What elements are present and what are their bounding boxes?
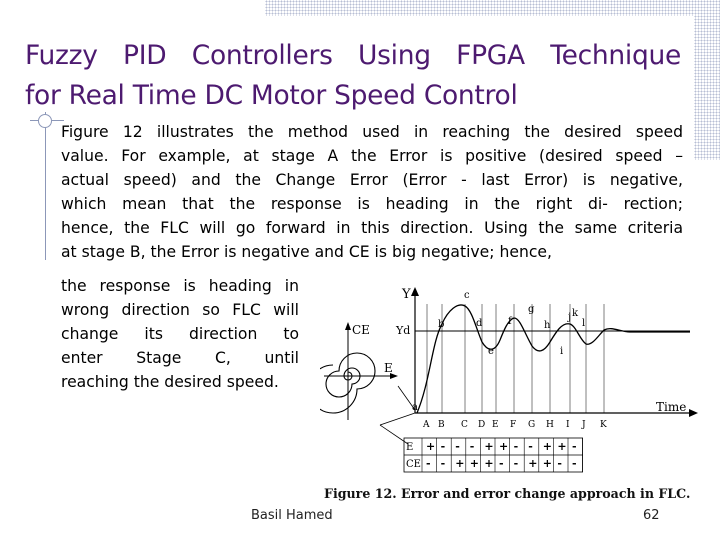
body2-line: reaching the desired speed.: [61, 373, 279, 391]
sign-cell: -: [455, 440, 460, 453]
body-paragraph: [61, 120, 683, 264]
corner-dot-pattern: [265, 0, 720, 16]
sign-cell: +: [542, 457, 553, 470]
sign-cell: -: [557, 457, 562, 470]
body-line: at stage B, the Error is negative and CE is big negative; hence,: [61, 243, 552, 261]
sign-cell: +: [484, 457, 494, 470]
setpoint-label: Yd: [396, 324, 411, 337]
sign-cell: +: [455, 457, 465, 470]
page-number: 62: [643, 508, 660, 523]
curve-point-label: i: [560, 346, 564, 357]
curve-point-label: a: [412, 402, 418, 413]
sign-cell: -: [513, 440, 519, 453]
curve-point-label: f: [508, 316, 512, 327]
sign-cell: +: [557, 440, 567, 453]
title-line-2: for Real Time DC Motor Speed Control: [25, 80, 518, 111]
curve-point-label: k: [572, 308, 579, 319]
sign-cell: -: [528, 440, 533, 453]
curve-point-label: l: [582, 318, 586, 329]
curve-point-label: c: [464, 290, 470, 301]
stage-label: C: [461, 420, 468, 430]
curve-point-label: h: [544, 320, 551, 331]
corner-dot-pattern-right: [694, 0, 720, 160]
sign-cell: +: [484, 440, 494, 453]
time-axis-arrow: [689, 409, 698, 417]
curve-point-labels: [412, 290, 585, 413]
body2-line: the response is heading in: [61, 277, 299, 295]
sign-cell: -: [572, 457, 577, 470]
sign-table-row-label: CE: [406, 459, 421, 470]
body-line: actual speed) and the Change Error (Error - last Error) is negative,: [61, 171, 683, 189]
time-axis-label: Time: [656, 400, 687, 414]
curve-point-label: j: [568, 312, 572, 323]
body2-line: enter Stage C, until: [61, 349, 299, 367]
body2-line: change its direction to: [61, 325, 299, 343]
body-line: Figure 12 illustrates the method used in reaching the desired speed: [61, 123, 683, 141]
connector-line: [380, 413, 415, 425]
title-line-1: Fuzzy PID Controllers Using FPGA Technique: [25, 40, 681, 71]
curve-point-label: d: [476, 318, 483, 329]
figure-caption: Figure 12. Error and error change approach in FLC.: [324, 486, 691, 501]
stage-label: G: [528, 420, 536, 430]
slide-title: [25, 36, 695, 116]
sign-table-row-label: E: [406, 442, 414, 453]
ce-axis-label: CE: [352, 323, 370, 337]
stage-label: H: [546, 420, 554, 430]
stage-label: A: [423, 420, 430, 430]
bullet-rule-vertical: [45, 112, 46, 260]
pointer-line: [398, 386, 415, 410]
sign-cell: -: [440, 457, 446, 470]
y-axis-arrow: [411, 287, 419, 296]
stage-label: I: [566, 420, 570, 430]
sign-cell: +: [528, 457, 538, 470]
stage-label: J: [582, 420, 586, 430]
stage-lines: [427, 304, 604, 413]
body-paragraph-2: [61, 274, 299, 394]
sign-cell: +: [499, 440, 509, 453]
curve-point-label: b: [438, 319, 445, 330]
stage-label: B: [438, 420, 445, 430]
stage-label: K: [600, 420, 607, 430]
sign-cell: +: [469, 457, 480, 470]
sign-cell: -: [469, 440, 475, 453]
body-line: value. For example, at stage A the Error is positive (desired speed –: [61, 147, 683, 165]
sign-cell: -: [426, 457, 431, 470]
curve-point-label: g: [528, 304, 535, 315]
figure-svg: [320, 282, 700, 507]
body2-line: wrong direction so FLC will: [61, 301, 299, 319]
e-axis-label: E: [384, 361, 393, 375]
ce-axis-arrow: [345, 322, 351, 330]
sign-cell: -: [572, 440, 577, 453]
sign-cell: -: [440, 440, 446, 453]
curve-point-label: e: [488, 346, 494, 357]
sign-cell: +: [426, 440, 436, 453]
figure-error-diagram: [320, 282, 700, 507]
y-axis-label: Y: [402, 287, 411, 302]
body-line: hence, the FLC will go forward in this direction. Using the same criteria: [61, 219, 683, 237]
stage-label: E: [492, 420, 499, 430]
body-line: which mean that the response is heading in the right di- rection;: [61, 195, 683, 213]
stage-label: D: [478, 420, 486, 430]
stage-labels: [422, 420, 607, 430]
sign-cell: -: [499, 457, 504, 470]
bullet-circle-icon: [38, 114, 52, 128]
sign-table: [404, 438, 583, 472]
footer-author: Basil Hamed: [251, 508, 333, 523]
response-curve: [417, 305, 690, 413]
stage-label: F: [510, 420, 517, 430]
sign-cell: -: [513, 457, 519, 470]
sign-cell: +: [542, 440, 553, 453]
